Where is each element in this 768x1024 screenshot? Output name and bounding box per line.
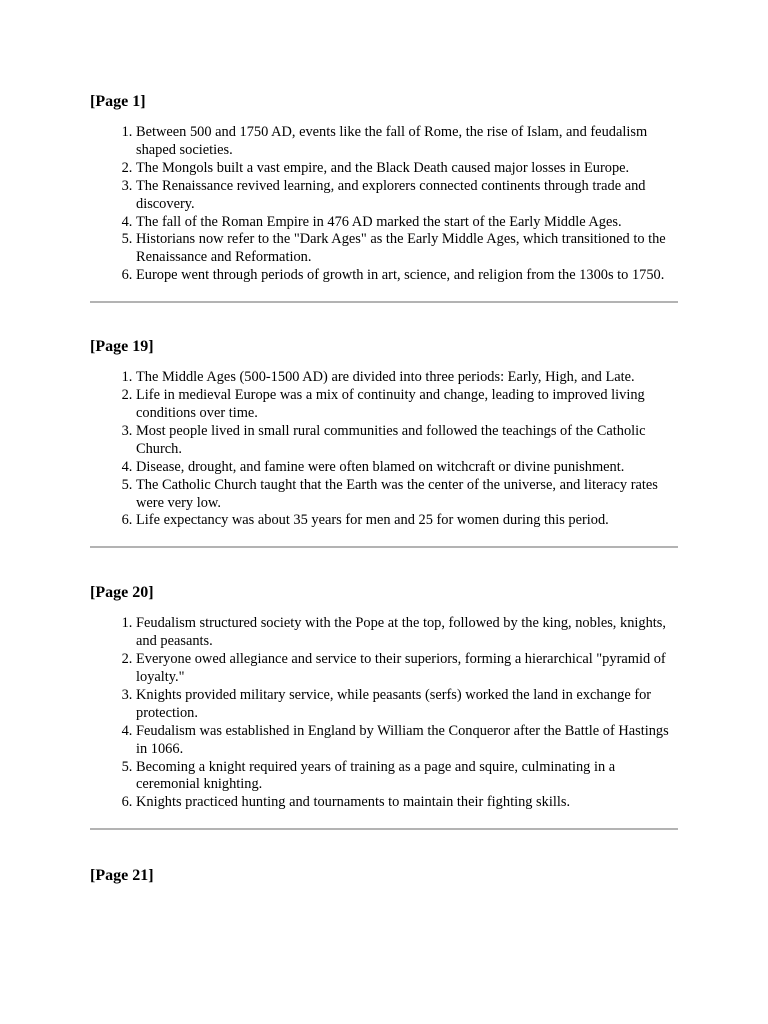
- section-divider: [90, 828, 678, 830]
- list-item: 1. The Middle Ages (500-1500 AD) are divided into three periods: Early, High, and Late.: [136, 369, 678, 387]
- list-item: 6. Life expectancy was about 35 years for men and 25 for women during this period.: [136, 512, 678, 530]
- section-divider: [90, 546, 678, 548]
- list-item: 6. Knights practiced hunting and tournaments to maintain their fighting skills.: [136, 794, 678, 812]
- list-item: 4. Disease, drought, and famine were often blamed on witchcraft or divine punishment.: [136, 459, 678, 477]
- list-item: 1. Feudalism structured society with the Pope at the top, followed by the king, nobles, knights, and peasants.: [136, 615, 678, 651]
- list-item: 2. The Mongols built a vast empire, and the Black Death caused major losses in Europe.: [136, 160, 678, 178]
- list-item: 2. Life in medieval Europe was a mix of continuity and change, leading to improved living conditions over time.: [136, 387, 678, 423]
- list-item: 1. Between 500 and 1750 AD, events like the fall of Rome, the rise of Islam, and feudalism shaped societies.: [136, 124, 678, 160]
- bullet-list: [90, 124, 678, 285]
- list-item: 3. The Renaissance revived learning, and explorers connected continents through trade and discovery.: [136, 178, 678, 214]
- section-title: [Page 21]: [90, 867, 154, 885]
- list-item: 4. Feudalism was established in England by William the Conqueror after the Battle of Hastings in 1066.: [136, 723, 678, 759]
- section-page-1: [90, 90, 678, 303]
- list-item: 3. Knights provided military service, while peasants (serfs) worked the land in exchange for protection.: [136, 687, 678, 723]
- section-page-20: [90, 581, 678, 830]
- bullet-list: [90, 615, 678, 812]
- list-item: 5. The Catholic Church taught that the Earth was the center of the universe, and literacy rates were very low.: [136, 477, 678, 513]
- list-item: 3. Most people lived in small rural communities and followed the teachings of the Catholic Church.: [136, 423, 678, 459]
- list-item: 5. Historians now refer to the "Dark Ages" as the Early Middle Ages, which transitioned to the Renaissance and Reformation.: [136, 231, 678, 267]
- list-item: 6. Europe went through periods of growth in art, science, and religion from the 1300s to 1750.: [136, 267, 678, 285]
- list-item: 2. Everyone owed allegiance and service to their superiors, forming a hierarchical "pyramid of loyalty.": [136, 651, 678, 687]
- section-title: [Page 1]: [90, 93, 146, 110]
- section-page-21: [90, 864, 678, 888]
- list-item: 5. Becoming a knight required years of training as a page and squire, culminating in a ceremonial knighting.: [136, 759, 678, 795]
- section-title: [Page 19]: [90, 338, 154, 356]
- section-title: [Page 20]: [90, 584, 154, 602]
- bullet-list: [90, 369, 678, 530]
- list-item: 4. The fall of the Roman Empire in 476 AD marked the start of the Early Middle Ages.: [136, 214, 678, 232]
- section-divider: [90, 301, 678, 303]
- section-page-19: [90, 335, 678, 548]
